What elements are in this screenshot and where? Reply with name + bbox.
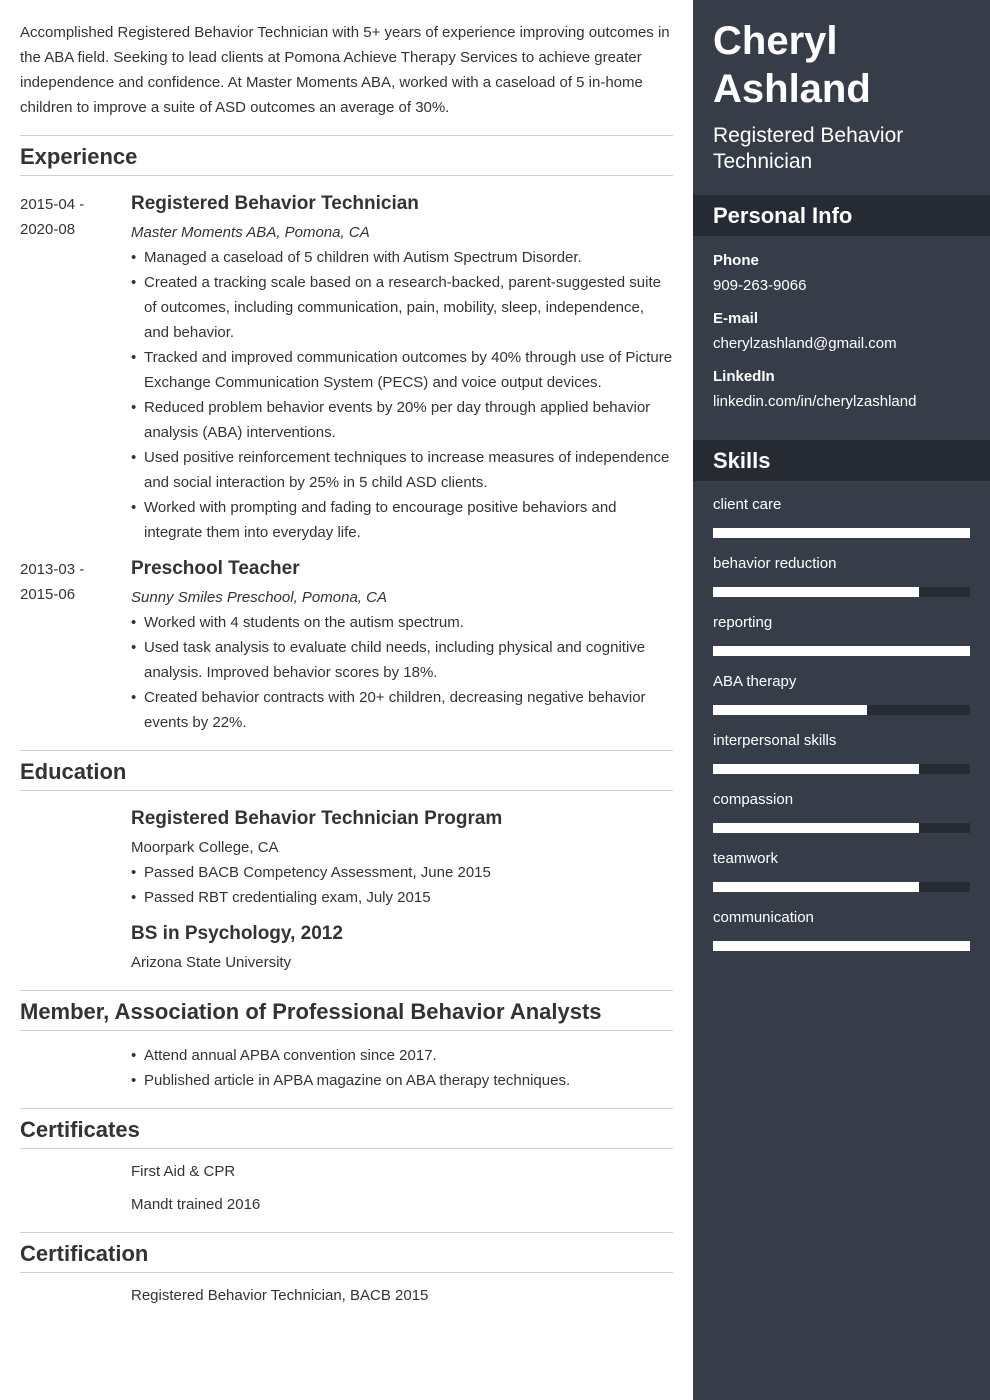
skill-bar-track bbox=[713, 941, 970, 951]
skill-item bbox=[713, 906, 970, 965]
job-date-start: 2015-04 - bbox=[20, 196, 85, 213]
candidate-name bbox=[693, 0, 990, 113]
skill-bar-track bbox=[713, 587, 970, 597]
experience-entry bbox=[20, 190, 673, 545]
skill-item bbox=[713, 847, 970, 906]
job-bullet: • Worked with prompting and fading to encourage positive behaviors and integrate them into everyday life. bbox=[131, 495, 673, 545]
certificate-item: Mandt trained 2016 bbox=[131, 1196, 261, 1213]
job-body bbox=[131, 555, 673, 735]
education-heading: Education bbox=[20, 750, 673, 791]
skill-item bbox=[713, 788, 970, 847]
skill-item bbox=[713, 670, 970, 729]
skill-name: interpersonal skills bbox=[713, 732, 837, 749]
job-bullets bbox=[131, 610, 673, 735]
job-date-end: 2020-08 bbox=[20, 221, 76, 238]
skill-bar-track bbox=[713, 764, 970, 774]
skill-bar-fill bbox=[713, 587, 919, 597]
education-entry bbox=[20, 920, 673, 975]
job-body bbox=[131, 190, 673, 545]
certification-section bbox=[20, 1232, 673, 1323]
skill-name: teamwork bbox=[713, 850, 779, 867]
skill-bar-fill bbox=[713, 646, 970, 656]
education-section bbox=[20, 750, 673, 990]
skills-heading: Skills bbox=[693, 440, 990, 481]
contact-value[interactable]: linkedin.com/in/cherylzashland bbox=[713, 393, 917, 410]
contact-value[interactable]: cherylzashland@gmail.com bbox=[713, 335, 897, 352]
skill-bar-fill bbox=[713, 941, 970, 951]
skill-item bbox=[713, 552, 970, 611]
skill-name: compassion bbox=[713, 791, 794, 808]
skill-bar-track bbox=[713, 882, 970, 892]
candidate-role: Registered Behavior Technician bbox=[713, 124, 904, 173]
skill-bar-track bbox=[713, 646, 970, 656]
job-bullet: • Worked with 4 students on the autism spectrum. bbox=[131, 610, 673, 635]
job-bullet: • Created behavior contracts with 20+ children, decreasing negative behavior events by 22%. bbox=[131, 685, 673, 735]
skill-item bbox=[713, 611, 970, 670]
job-bullet: • Used task analysis to evaluate child needs, including physical and cognitive analysis. Improved behavior scores by 18%. bbox=[131, 635, 673, 685]
skill-item bbox=[713, 493, 970, 552]
skill-name: behavior reduction bbox=[713, 555, 837, 572]
job-bullet: • Reduced problem behavior events by 20% per day through applied behavior analysis (ABA) interventions. bbox=[131, 395, 673, 445]
skill-bar-fill bbox=[713, 764, 919, 774]
experience-heading: Experience bbox=[20, 135, 673, 176]
school-name: Moorpark College, CA bbox=[131, 839, 279, 856]
job-bullet: • Used positive reinforcement techniques to increase measures of independence and social interaction by 25% in 5 child ASD clients. bbox=[131, 445, 673, 495]
education-bullet: • Passed RBT credentialing exam, July 2015 bbox=[131, 885, 673, 910]
job-bullets bbox=[131, 245, 673, 545]
first-name: Cheryl bbox=[713, 19, 838, 63]
membership-bullet: • Attend annual APBA convention since 2017. bbox=[131, 1043, 673, 1068]
skill-name: reporting bbox=[713, 614, 773, 631]
contact-label: Phone bbox=[713, 252, 759, 269]
contact-info bbox=[693, 236, 990, 440]
skills-list bbox=[693, 481, 990, 965]
certificates-section bbox=[20, 1108, 673, 1232]
skill-name: communication bbox=[713, 909, 814, 926]
skill-bar-fill bbox=[713, 823, 919, 833]
membership-heading: Member, Association of Professional Behavior Analysts bbox=[20, 990, 673, 1031]
skill-bar-track bbox=[713, 823, 970, 833]
job-dates bbox=[20, 190, 131, 545]
skill-bar-fill bbox=[713, 528, 970, 538]
skill-bar-fill bbox=[713, 705, 867, 715]
contact-value[interactable]: 909-263-9066 bbox=[713, 277, 807, 294]
job-title: Preschool Teacher bbox=[131, 558, 300, 579]
skill-bar-fill bbox=[713, 882, 919, 892]
skill-bar-track bbox=[713, 705, 970, 715]
job-company: Sunny Smiles Preschool, Pomona, CA bbox=[131, 589, 387, 606]
certification-heading: Certification bbox=[20, 1232, 673, 1273]
school-name: Arizona State University bbox=[131, 954, 292, 971]
certificate-item: First Aid & CPR bbox=[131, 1163, 236, 1180]
job-date-end: 2015-06 bbox=[20, 586, 76, 603]
certification-item: Registered Behavior Technician, BACB 2015 bbox=[131, 1287, 429, 1304]
last-name: Ashland bbox=[713, 67, 871, 111]
skill-name: ABA therapy bbox=[713, 673, 797, 690]
degree-title: BS in Psychology, 2012 bbox=[131, 923, 343, 944]
experience-entry bbox=[20, 555, 673, 735]
membership-section bbox=[20, 990, 673, 1108]
skill-item bbox=[713, 729, 970, 788]
job-dates bbox=[20, 555, 131, 735]
degree-title: Registered Behavior Technician Program bbox=[131, 808, 503, 829]
contact-label: E-mail bbox=[713, 310, 759, 327]
job-bullet: • Created a tracking scale based on a research-backed, parent-suggested suite of outcomes, including communication, pain, mobility, sleep, independence, and behavior. bbox=[131, 270, 673, 345]
personal-info-heading: Personal Info bbox=[693, 195, 990, 236]
membership-bullet: • Published article in APBA magazine on ABA therapy techniques. bbox=[131, 1068, 673, 1093]
skill-bar-track bbox=[713, 528, 970, 538]
education-bullets bbox=[131, 860, 673, 910]
job-bullet: • Managed a caseload of 5 children with Autism Spectrum Disorder. bbox=[131, 245, 673, 270]
education-entry bbox=[20, 805, 673, 910]
job-date-start: 2013-03 - bbox=[20, 561, 85, 578]
job-company: Master Moments ABA, Pomona, CA bbox=[131, 224, 370, 241]
certificates-heading: Certificates bbox=[20, 1108, 673, 1149]
job-bullet: • Tracked and improved communication outcomes by 40% through use of Picture Exchange Communication System (PECS) and voice output devices. bbox=[131, 345, 673, 395]
skill-name: client care bbox=[713, 496, 782, 513]
summary-text: Accomplished Registered Behavior Technician with 5+ years of experience improving outcomes in the ABA field. Seeking to lead clients at Pomona Achieve Therapy Services to achieve greater independence and confidence. At Master Moments ABA, worked with a caseload of 5 in-home children to improve a suite of ASD outcomes an average of 30%. bbox=[20, 24, 670, 116]
education-bullet: • Passed BACB Competency Assessment, June 2015 bbox=[131, 860, 673, 885]
job-title: Registered Behavior Technician bbox=[131, 193, 419, 214]
sidebar bbox=[693, 0, 990, 1400]
experience-section bbox=[20, 135, 673, 750]
contact-label: LinkedIn bbox=[713, 368, 775, 385]
